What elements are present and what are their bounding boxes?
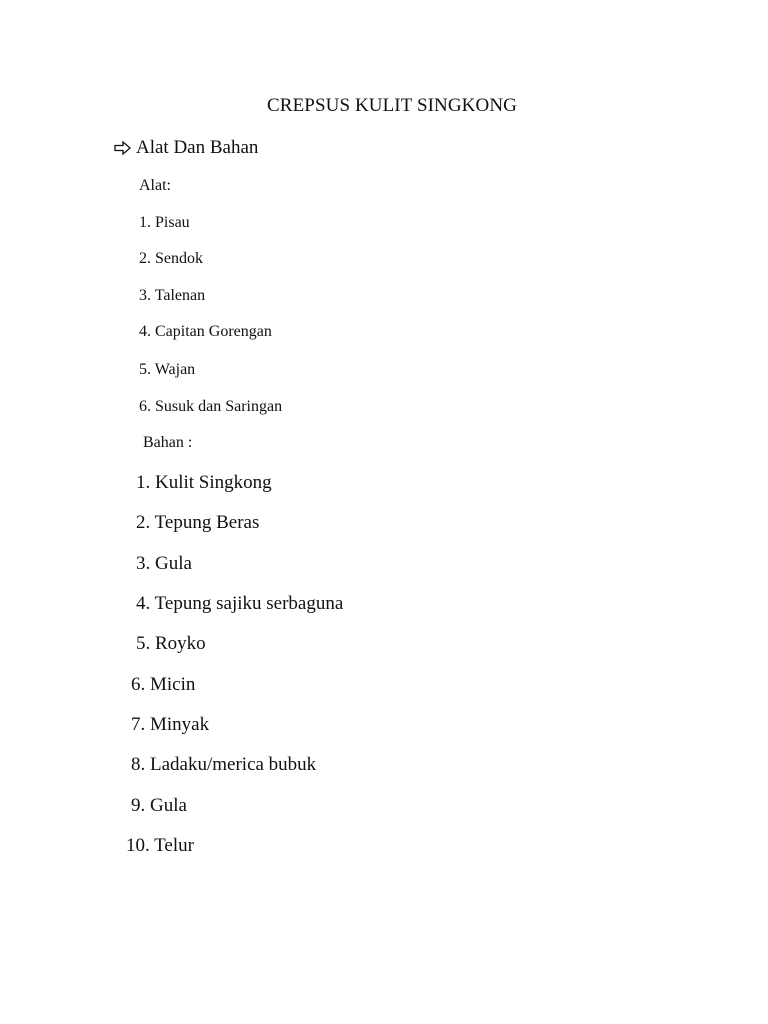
bahan-item: 9. Gula [131,795,187,816]
document-title: CREPSUS KULIT SINGKONG [267,95,517,116]
alat-item: 1. Pisau [139,214,190,231]
bahan-item: 8. Ladaku/merica bubuk [131,754,317,775]
alat-label: Alat: [139,177,171,194]
bahan-item: 5. Royko [136,633,206,654]
section-heading-label: Alat Dan Bahan [136,137,259,158]
alat-item: 4. Capitan Gorengan [139,323,272,340]
bahan-item: 7. Minyak [131,714,210,735]
bahan-item: 6. Micin [131,674,196,695]
alat-item: 6. Susuk dan Saringan [139,398,283,415]
bahan-item: 1. Kulit Singkong [136,472,272,493]
bahan-item: 3. Gula [136,553,192,574]
bahan-item: 4. Tepung sajiku serbaguna [136,593,344,614]
alat-item: 5. Wajan [139,361,196,378]
bahan-item: 2. Tepung Beras [136,512,260,533]
bahan-label: Bahan : [143,434,193,451]
section-heading [113,138,258,157]
alat-item: 3. Talenan [139,287,206,304]
right-arrow-outline-icon [113,140,133,156]
bahan-item: 10. Telur [126,835,194,856]
alat-item: 2. Sendok [139,250,203,267]
